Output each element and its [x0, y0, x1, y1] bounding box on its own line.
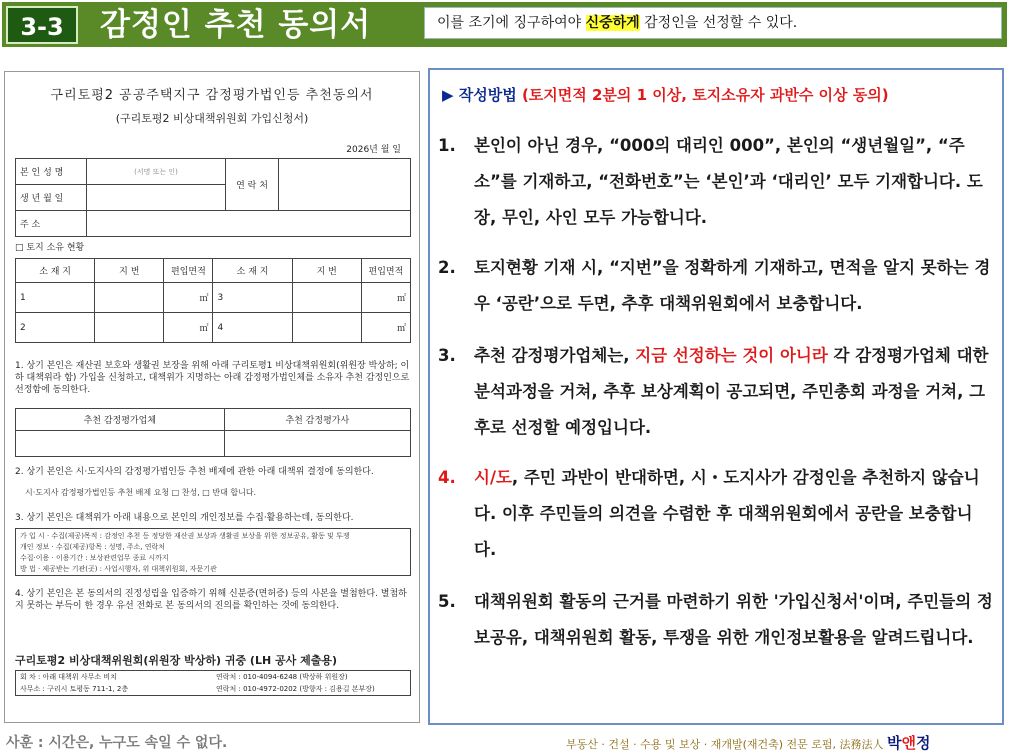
- privacy-box: [15, 528, 411, 576]
- col-lot-2: 지 번: [292, 259, 361, 283]
- page-title: 감정인 추천 동의서: [100, 7, 372, 43]
- col-location-1: 소 재 지: [16, 259, 95, 283]
- row-number: 3: [213, 283, 292, 313]
- privacy-line: 개인 정보 · 수집(제공)항목 : 성명, 주소, 연락처: [20, 543, 166, 551]
- form-date: 2026년 월 일: [346, 145, 401, 155]
- heading-prefix: ▶ 작성방법: [442, 86, 522, 104]
- form-title: 구리토평2 공공주택지구 감정평가법인등 추천동의서: [50, 88, 374, 103]
- form-footer-title: 구리토평2 비상대책위원회(위원장 박상하) 귀중 (LH 공사 제출용): [15, 654, 337, 667]
- area-unit: ㎡: [361, 283, 410, 313]
- note-after: 감정인을 선정할 수 있다.: [639, 15, 798, 31]
- item-text: 본인이 아닌 경우, “000의 대리인 000”, 본인의 “생년월일”, “주소”를 기재하고, “전화번호”는 ‘본인’과 ‘대리인’ 모두 기재합니다. 도장, 무인, 사인 모두 가능합니다.: [474, 136, 983, 227]
- col-recommended-firm: 추천 감정평가업체: [16, 409, 225, 431]
- contact-cell: [279, 159, 411, 211]
- item-number: 1.: [438, 136, 456, 155]
- footer-line: 사무소 : 구리시 토평동 711-1, 2층: [20, 685, 129, 693]
- recommend-table: [15, 408, 411, 457]
- privacy-line: 수집·이용 · 이용기간 : 보상관련업무 종료 시까지: [20, 554, 169, 562]
- firm-description: 부동산 · 건설 · 수용 및 보상 · 재개발(재건축) 전문 로펌, 法務法人: [566, 738, 888, 751]
- section-number: 3-3: [6, 6, 78, 44]
- col-area-1: 편입면적: [164, 259, 213, 283]
- brand-part: 앤: [901, 734, 917, 752]
- area-unit: ㎡: [164, 283, 213, 313]
- item-emphasis: 시/도: [474, 468, 512, 487]
- row-number: 2: [16, 313, 95, 343]
- instruction-item-5: [438, 584, 994, 656]
- item-text: , 주민 과반이 반대하면, 시・도지사가 감정인을 추천하지 않습니다. 이후 주민들의 의견을 수렴한 후 대책위원회에서 공란을 보충합니다.: [474, 468, 980, 559]
- instruction-item-4: [438, 460, 994, 568]
- consent-paragraph-1: 1. 상기 본인은 재산권 보호와 생활권 보장을 위해 아래 구리토평1 비상대책위원회(위원장 박상하; 이하 대책위라 함) 가입을 신청하고, 대책위가 지명하는 아래 감정평가법인체를 소유자 추천 감정인으로 선정함에 동의한다.: [15, 361, 410, 395]
- firm-footer: [566, 732, 931, 753]
- instruction-item-2: [438, 250, 994, 322]
- brand-part: 박: [887, 734, 902, 752]
- item-number: 3.: [438, 346, 456, 365]
- consent-paragraph-2: 2. 상기 본인은 시·도지사의 감정평가법인등 추천 배제에 관한 아래 대책위 결정에 동의한다.: [15, 467, 374, 477]
- area-unit: ㎡: [361, 313, 410, 343]
- birth-cell: [87, 185, 226, 211]
- footer-line: 연락처 : 010-4094-6248 (박상하 위원장): [216, 673, 348, 681]
- consent-paragraph-4: 4. 상기 본인은 본 동의서의 진정성립을 입증하기 위해 신분증(면허증) 등의 사본을 별첨한다. 별첨하지 못하는 부득이 한 경우 유선 전화로 본 동의서의 진의를 확인하는 것에 동의한다.: [15, 589, 407, 611]
- privacy-line: 방 법 · 제공받는 기관(곳) : 사업시행자, 위 대책위원회, 자문기관: [20, 565, 217, 573]
- land-heading: □ 토지 소유 현황: [15, 243, 85, 253]
- col-lot-1: 지 번: [95, 259, 164, 283]
- item-text: 추천 감정평가업체는,: [474, 346, 636, 365]
- heading-condition: (토지면적 2분의 1 이상, 토지소유자 과반수 이상 동의): [521, 86, 889, 104]
- name-hint: (서명 또는 인): [87, 159, 226, 185]
- row-number: 4: [213, 313, 292, 343]
- slide-header: [0, 0, 1009, 52]
- col-area-2: 편입면적: [361, 259, 410, 283]
- instructions-heading: [442, 84, 889, 105]
- col-recommended-appraiser: 추천 감정평가사: [224, 409, 410, 431]
- instructions-panel: [428, 68, 1004, 725]
- item-text: 대책위원회 활동의 근거를 마련하기 위한 '가입신청서'이며, 주민들의 정보공유, 대책위원회 활동, 투쟁을 위한 개인정보활용을 알려드립니다.: [474, 592, 993, 647]
- table-row: [16, 313, 411, 343]
- brand-part: 정: [916, 734, 931, 752]
- table-row: [16, 283, 411, 313]
- footer-line: 회 차 : 아래 대책위 사무소 비치: [20, 673, 117, 681]
- instruction-item-3: [438, 338, 994, 446]
- land-table: [15, 258, 411, 343]
- header-note: [424, 7, 1002, 39]
- footer-line: 연락처 : 010-4972-0202 (방향자 : 김용길 본부장): [216, 685, 375, 693]
- col-location-2: 소 재 지: [213, 259, 292, 283]
- item-number: 4.: [438, 468, 456, 487]
- item-number: 2.: [438, 258, 456, 277]
- form-subtitle: (구리토평2 비상대책위원회 가입신청서): [115, 112, 309, 125]
- address-cell: [87, 211, 411, 237]
- row-number: 1: [16, 283, 95, 313]
- company-motto: 사훈 : 시간은, 누구도 속일 수 없다.: [6, 735, 228, 751]
- consent-form-image: [4, 71, 420, 723]
- privacy-line: 가 입 시 · 수집(제공)목적 : 감정인 추천 등 정당한 재산권 보상과 생활권 보상을 위한 정보공유, 활동 및 투쟁: [20, 532, 350, 540]
- note-highlight: 신중하게: [585, 15, 640, 31]
- instruction-item-1: [438, 128, 994, 236]
- item-number: 5.: [438, 592, 456, 611]
- name-label: 본 인 성 명: [16, 159, 87, 185]
- area-unit: ㎡: [164, 313, 213, 343]
- exclusion-options: 시·도지사 감정평가법인등 추천 배제 요청 □ 찬성, □ 반대 합니다.: [25, 488, 257, 497]
- item-text: 토지현황 기재 시, “지번”을 정확하게 기재하고, 면적을 알지 못하는 경우 ‘공란’으로 두면, 추후 대책위원회에서 보충합니다.: [474, 258, 991, 313]
- item-text: 각 감정평가업체 대한 분석과정을 거쳐, 추후 보상계획이 공고되면, 주민총회 과정을 거쳐, 그 후로 선정할 예정입니다.: [474, 346, 989, 437]
- form-footer-box: [15, 670, 411, 696]
- item-emphasis: 지금 선정하는 것이 아니라: [635, 346, 828, 365]
- consent-paragraph-3: 3. 상기 본인은 대책위가 아래 내용으로 본인의 개인정보를 수집·활용하는데, 동의한다.: [15, 513, 354, 523]
- address-label: 주 소: [16, 211, 87, 237]
- birth-label: 생 년 월 일: [16, 185, 87, 211]
- personal-info-table: [15, 158, 411, 237]
- contact-label: 연 락 처: [226, 159, 279, 211]
- note-before: 이를 조기에 징구하여야: [437, 15, 586, 31]
- firm-brand: [887, 734, 931, 752]
